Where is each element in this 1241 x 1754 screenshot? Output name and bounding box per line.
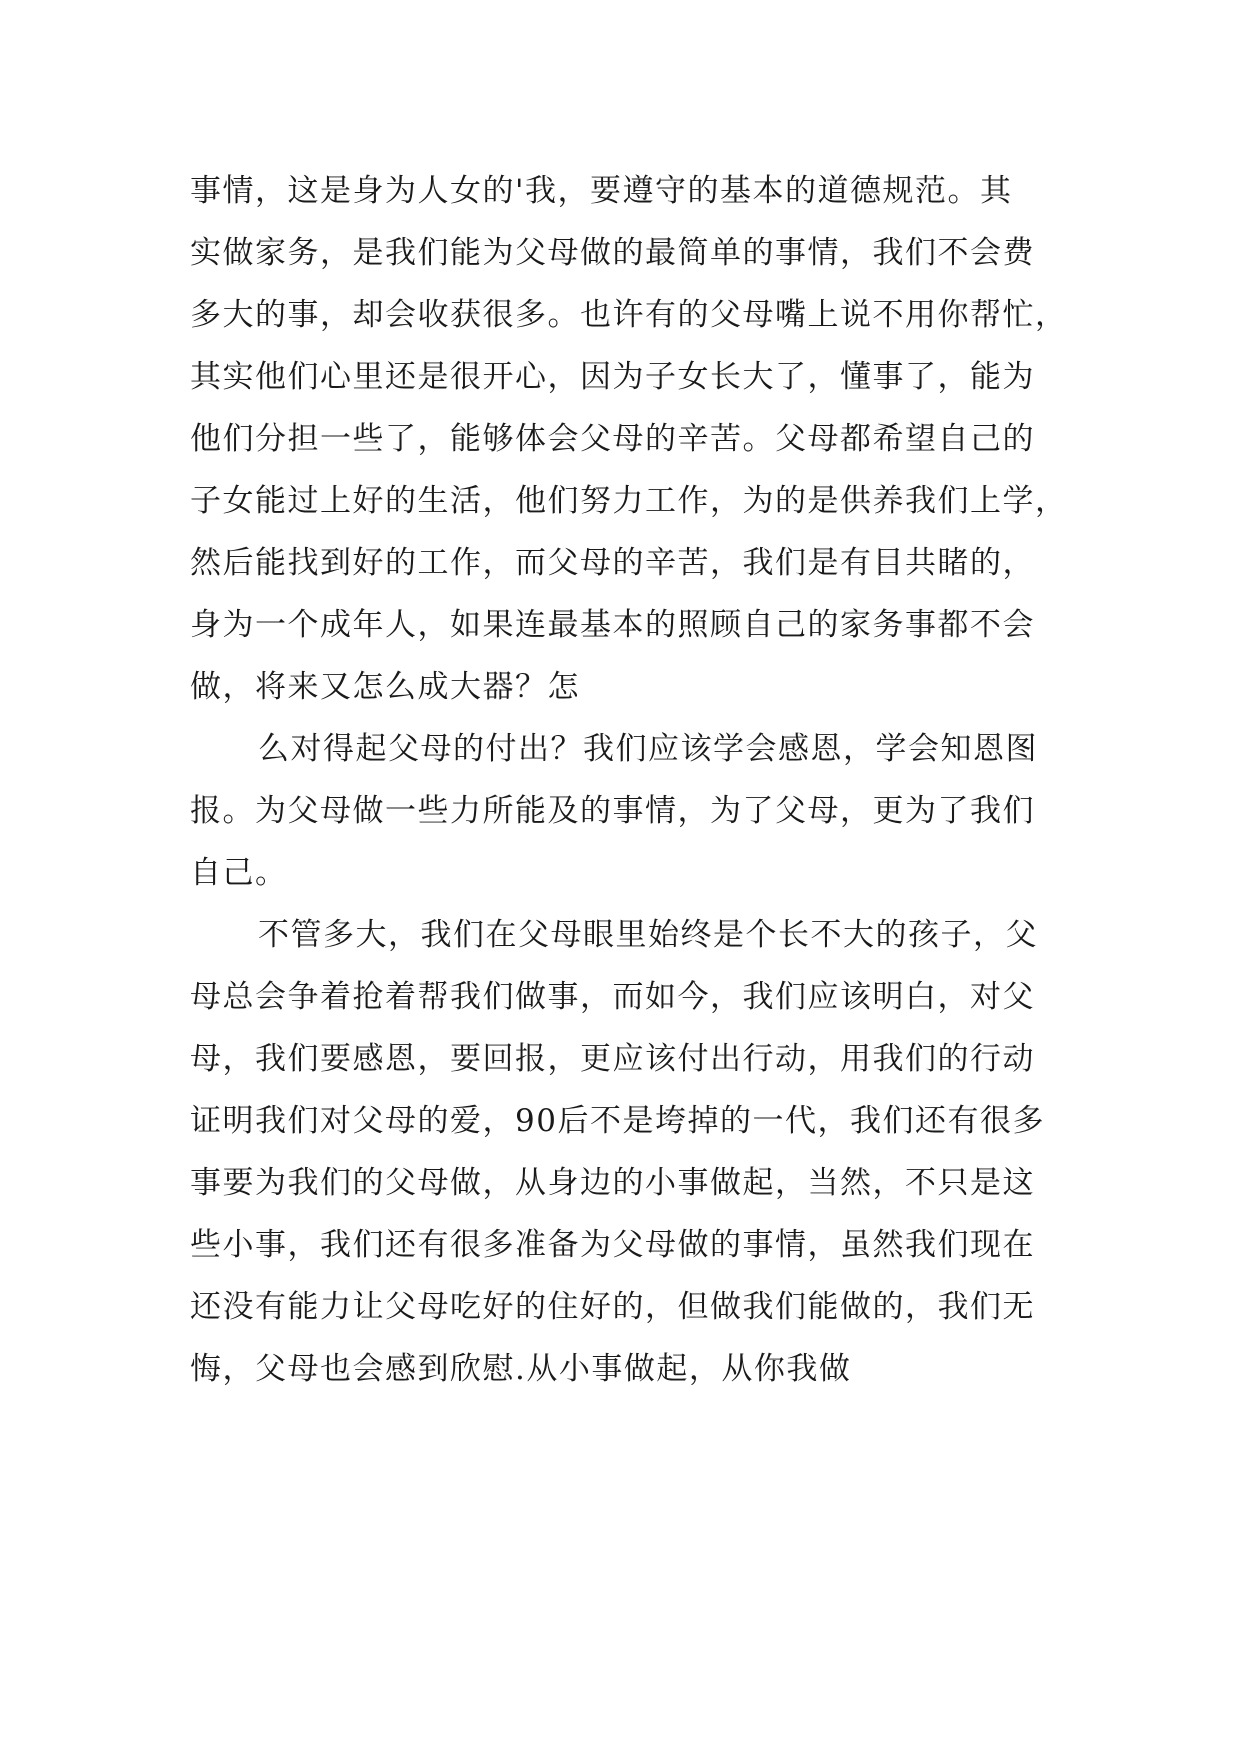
text-line: 不管多大，我们在父母眼里始终是个长不大的孩子，父 <box>258 917 1038 953</box>
text-line: 些小事，我们还有很多准备为父母做的事情，虽然我们现在 <box>190 1227 1035 1263</box>
text-line: 然后能找到好的工作，而父母的辛苦，我们是有目共睹的， <box>190 545 1035 581</box>
text-line: 身为一个成年人，如果连最基本的照顾自己的家务事都不会 <box>190 607 1035 643</box>
text-line: 母，我们要感恩，要回报，更应该付出行动，用我们的行动 <box>190 1041 1035 1077</box>
text-line: 事要为我们的父母做，从身边的小事做起，当然，不只是这 <box>190 1165 1035 1201</box>
text-line: 么对得起父母的付出？我们应该学会感恩，学会知恩图 <box>258 731 1038 767</box>
body-text <box>190 160 1070 1400</box>
text-line: 多大的事，却会收获很多。也许有的父母嘴上说不用你帮忙， <box>190 297 1068 333</box>
text-line: 证明我们对父母的爱，90后不是垮掉的一代，我们还有很多 <box>190 1103 1045 1139</box>
text-line: 子女能过上好的生活，他们努力工作，为的是供养我们上学， <box>190 483 1068 519</box>
text-line: 事情，这是身为人女的'我，要遵守的基本的道德规范。其 <box>190 173 1013 209</box>
text-line: 他们分担一些了，能够体会父母的辛苦。父母都希望自己的 <box>190 421 1035 457</box>
text-line: 其实他们心里还是很开心，因为子女长大了，懂事了，能为 <box>190 359 1035 395</box>
text-line: 自己。 <box>190 855 288 891</box>
text-line: 实做家务，是我们能为父母做的最简单的事情，我们不会费 <box>190 235 1035 271</box>
text-line: 报。为父母做一些力所能及的事情，为了父母，更为了我们 <box>190 793 1035 829</box>
text-line: 还没有能力让父母吃好的住好的，但做我们能做的，我们无 <box>190 1289 1035 1325</box>
text-line: 母总会争着抢着帮我们做事，而如今，我们应该明白，对父 <box>190 979 1035 1015</box>
text-line: 悔，父母也会感到欣慰.从小事做起，从你我做 <box>190 1351 852 1387</box>
text-line: 做，将来又怎么成大器？怎 <box>190 669 580 705</box>
